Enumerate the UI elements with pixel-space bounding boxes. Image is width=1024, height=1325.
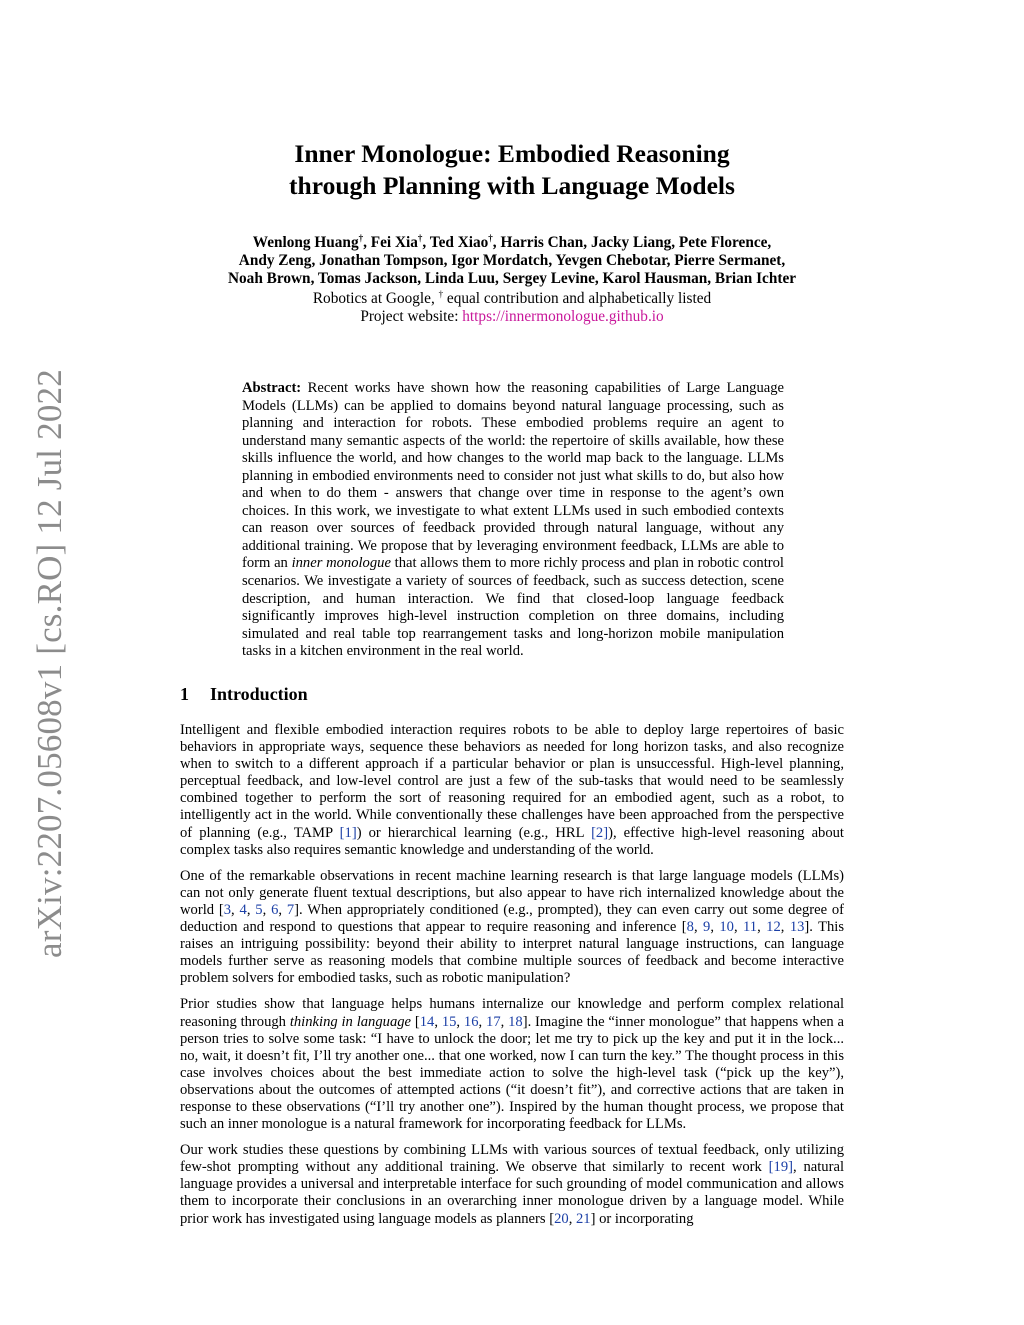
paragraph-text: ) or hierarchical learning (e.g., HRL [356,824,592,841]
separator: , [246,901,256,918]
paragraph-text: Prior studies show that language helps humans internalize our knowledge and perform complex relational reasoning through [180,996,844,1030]
paragraph [180,1142,844,1227]
citation-link[interactable]: 16 [463,1013,479,1030]
section-title: Introduction [210,684,308,704]
paragraph-text: [ [411,1013,420,1030]
paragraph-emphasis: thinking in language [289,1013,412,1030]
separator: , [434,1013,442,1030]
citation-link[interactable]: 8 [686,919,694,936]
abstract-label: Abstract: [242,380,302,396]
author-name: , Ted Xiao [422,234,489,251]
separator: , [693,919,704,936]
affiliation-line [180,290,844,308]
project-website-link[interactable]: https://innermonologue.github.io [462,308,664,325]
paragraph-text: ] or incorporating [590,1210,694,1227]
separator: , [278,901,287,918]
citation-link[interactable]: 18 [508,1013,523,1030]
citation-link[interactable]: 5 [255,901,263,918]
citation-link[interactable]: 12 [766,919,781,936]
separator: , [500,1013,509,1030]
paragraph [180,868,844,988]
section-heading-introduction [180,683,308,705]
separator: , [710,919,720,936]
author-line-2: Andy Zeng, Jonathan Tompson, Igor Mordatch, Yevgen Chebotar, Pierre Sermanet, [238,252,786,269]
citation-link[interactable]: [19] [768,1159,793,1176]
separator: , [231,901,240,918]
paragraph-text: ]. Imagine the “inner monologue” that happens when a person tries to solve some task: “I have to unlock the door; let me try to pick up the key and put it in the lock... no, wait, it doesn’t fit, I’ll try another one... that one worked, now I can turn the key.” The thought process in this case involves choices about the best immediate action to solve the high-level task (“pick up the key”), observations about the outcomes of attempted actions (“it doesn’t fit”), and corrective actions that are taken in response to these observations (“I’ll try another one”). Inspired by the human thought process, we propose that such an inner monologue is a natural framework for incorporating feedback for LLMs. [180,1013,845,1133]
author-name: , Fei Xia [363,234,418,251]
dagger-mark: † [358,233,364,243]
arxiv-identifier: arXiv:2207.05608v1 [cs.RO] 12 Jul 2022 [30,369,69,958]
paragraph-text: ]. This raises an intriguing possibility: beyond their ability to interpret natural language instructions, can language models further serve as reasoning models that combine multiple sources of feedback and become interactive problem solvers for embodied tasks, such as robotic manipulation? [180,919,845,987]
paragraph-text: Our work studies these questions by combining LLMs with various sources of textual feedback, only utilizing few-shot prompting without any additional training. We observe that similarly to recent work [180,1142,844,1176]
affiliation-text: Robotics at Google, [312,290,439,307]
paragraph-text: ), effective high-level reasoning about complex tasks also requires semantic knowledge and understanding of the world. [180,824,844,858]
dagger-mark: † [488,233,493,243]
author-list [180,234,844,288]
website-label: Project website: [360,308,463,325]
abstract-text: Recent works have shown how the reasoning capabilities of Large Language Models (LLMs) can be applied to domains beyond natural language processing, such as planning and interaction for robots. These embodied problems require an agent to understand many semantic aspects of the world: the repertoire of skills available, how these skills influence the world, and how changes to the world map back to the language. LLMs planning in embodied environments need to consider not just what skills to do, but also how and when to do them - answers that change over time in response to the agent’s own choices. In this work, we investigate to what extent LLMs used in such embodied contexts can reason over sources of feedback provided through natural language, without any additional training. We propose that by leveraging environment feedback, LLMs are able to form an [242,380,784,572]
author-names: , Harris Chan, Jacky Liang, Pete Florence, [492,234,772,251]
paragraph-text: ]. When appropriately conditioned (e.g., prompted), they can even carry out some degree of deduction and respond to questions that appear to require reasoning and inference [ [180,901,845,936]
abstract-text: that allows them to more richly process and plan in robotic control scenarios. We investigate a variety of sources of feedback, such as success detection, scene description, and human interaction. We find that closed-loop language feedback significantly improves high-level instruction completion on three domains, including simulated and real table top rearrangement tasks and long-horizon mobile manipulation tasks in a kitchen environment in the real world. [242,555,784,660]
abstract [242,380,784,661]
paragraph-text: , natural language provides a universal and interpretable interface for such grounding of model communication and allows them to incorporate their conclusions in an overarching inner monologue driven by a language model. While prior work has investigated using language models as planners [ [180,1159,844,1227]
dagger-mark: † [438,289,444,299]
separator: , [262,901,272,918]
citation-link[interactable]: 13 [789,919,805,936]
citation-link[interactable]: [1] [339,824,357,841]
citation-link[interactable]: 9 [703,919,711,936]
paragraph-text: One of the remarkable observations in recent machine learning research is that large language models (LLMs) can not only generate fluent textual descriptions, but also appear to have rich internalized knowledge about the world [ [180,867,844,918]
citation-link[interactable]: 4 [239,901,247,918]
dagger-mark: † [417,233,423,243]
citation-link[interactable]: 14 [419,1013,435,1030]
citation-link[interactable]: 7 [286,901,295,918]
citation-link[interactable]: 17 [486,1013,501,1030]
citation-link[interactable]: 3 [223,901,232,918]
separator: , [568,1210,576,1227]
affiliation-block [180,290,844,326]
title-line-1: Inner Monologue: Embodied Reasoning [294,139,730,168]
citation-link[interactable]: 11 [743,919,758,936]
section-number: 1 [180,684,189,704]
separator: , [757,919,767,936]
author-name: Wenlong Huang [252,234,359,251]
citation-link[interactable]: 6 [271,901,279,918]
separator: , [733,919,744,936]
citation-link[interactable]: 15 [441,1013,457,1030]
paragraph [180,722,844,859]
separator: , [780,919,790,936]
citation-link[interactable]: 21 [575,1210,591,1227]
author-line-1 [180,234,844,252]
citation-link[interactable]: 20 [554,1210,569,1227]
citation-link[interactable]: [2] [591,824,609,841]
paragraph-text: Intelligent and flexible embodied interaction requires robots to be able to deploy large repertoires of basic behaviors in appropriate ways, sequence these behaviors as needed for long horizon tasks, and also recognize when to switch to a different approach if a particular behavior or plan is unsuccessful. High-level planning, perceptual feedback, and low-level control are just a few of the sub-tasks that would need to be seamlessly combined together to perform the sort of reasoning required for an embodied agent, such as a robot, to intelligently act in the world. While conventionally these challenges have been approached from the perspective of planning (e.g., TAMP [180,722,844,841]
citation-link[interactable]: 10 [719,919,734,936]
paper-title [180,138,844,202]
introduction-body [180,722,844,1237]
contribution-note: equal contribution and alphabetically listed [443,290,712,307]
project-website-line [180,308,844,326]
author-line-3: Noah Brown, Tomas Jackson, Linda Luu, Sergey Levine, Karol Hausman, Brian Ichter [227,270,797,287]
paragraph [180,996,844,1133]
title-line-2: through Planning with Language Models [289,171,735,200]
separator: , [456,1013,464,1030]
abstract-emphasis: inner monologue [291,555,391,572]
separator: , [478,1013,487,1030]
